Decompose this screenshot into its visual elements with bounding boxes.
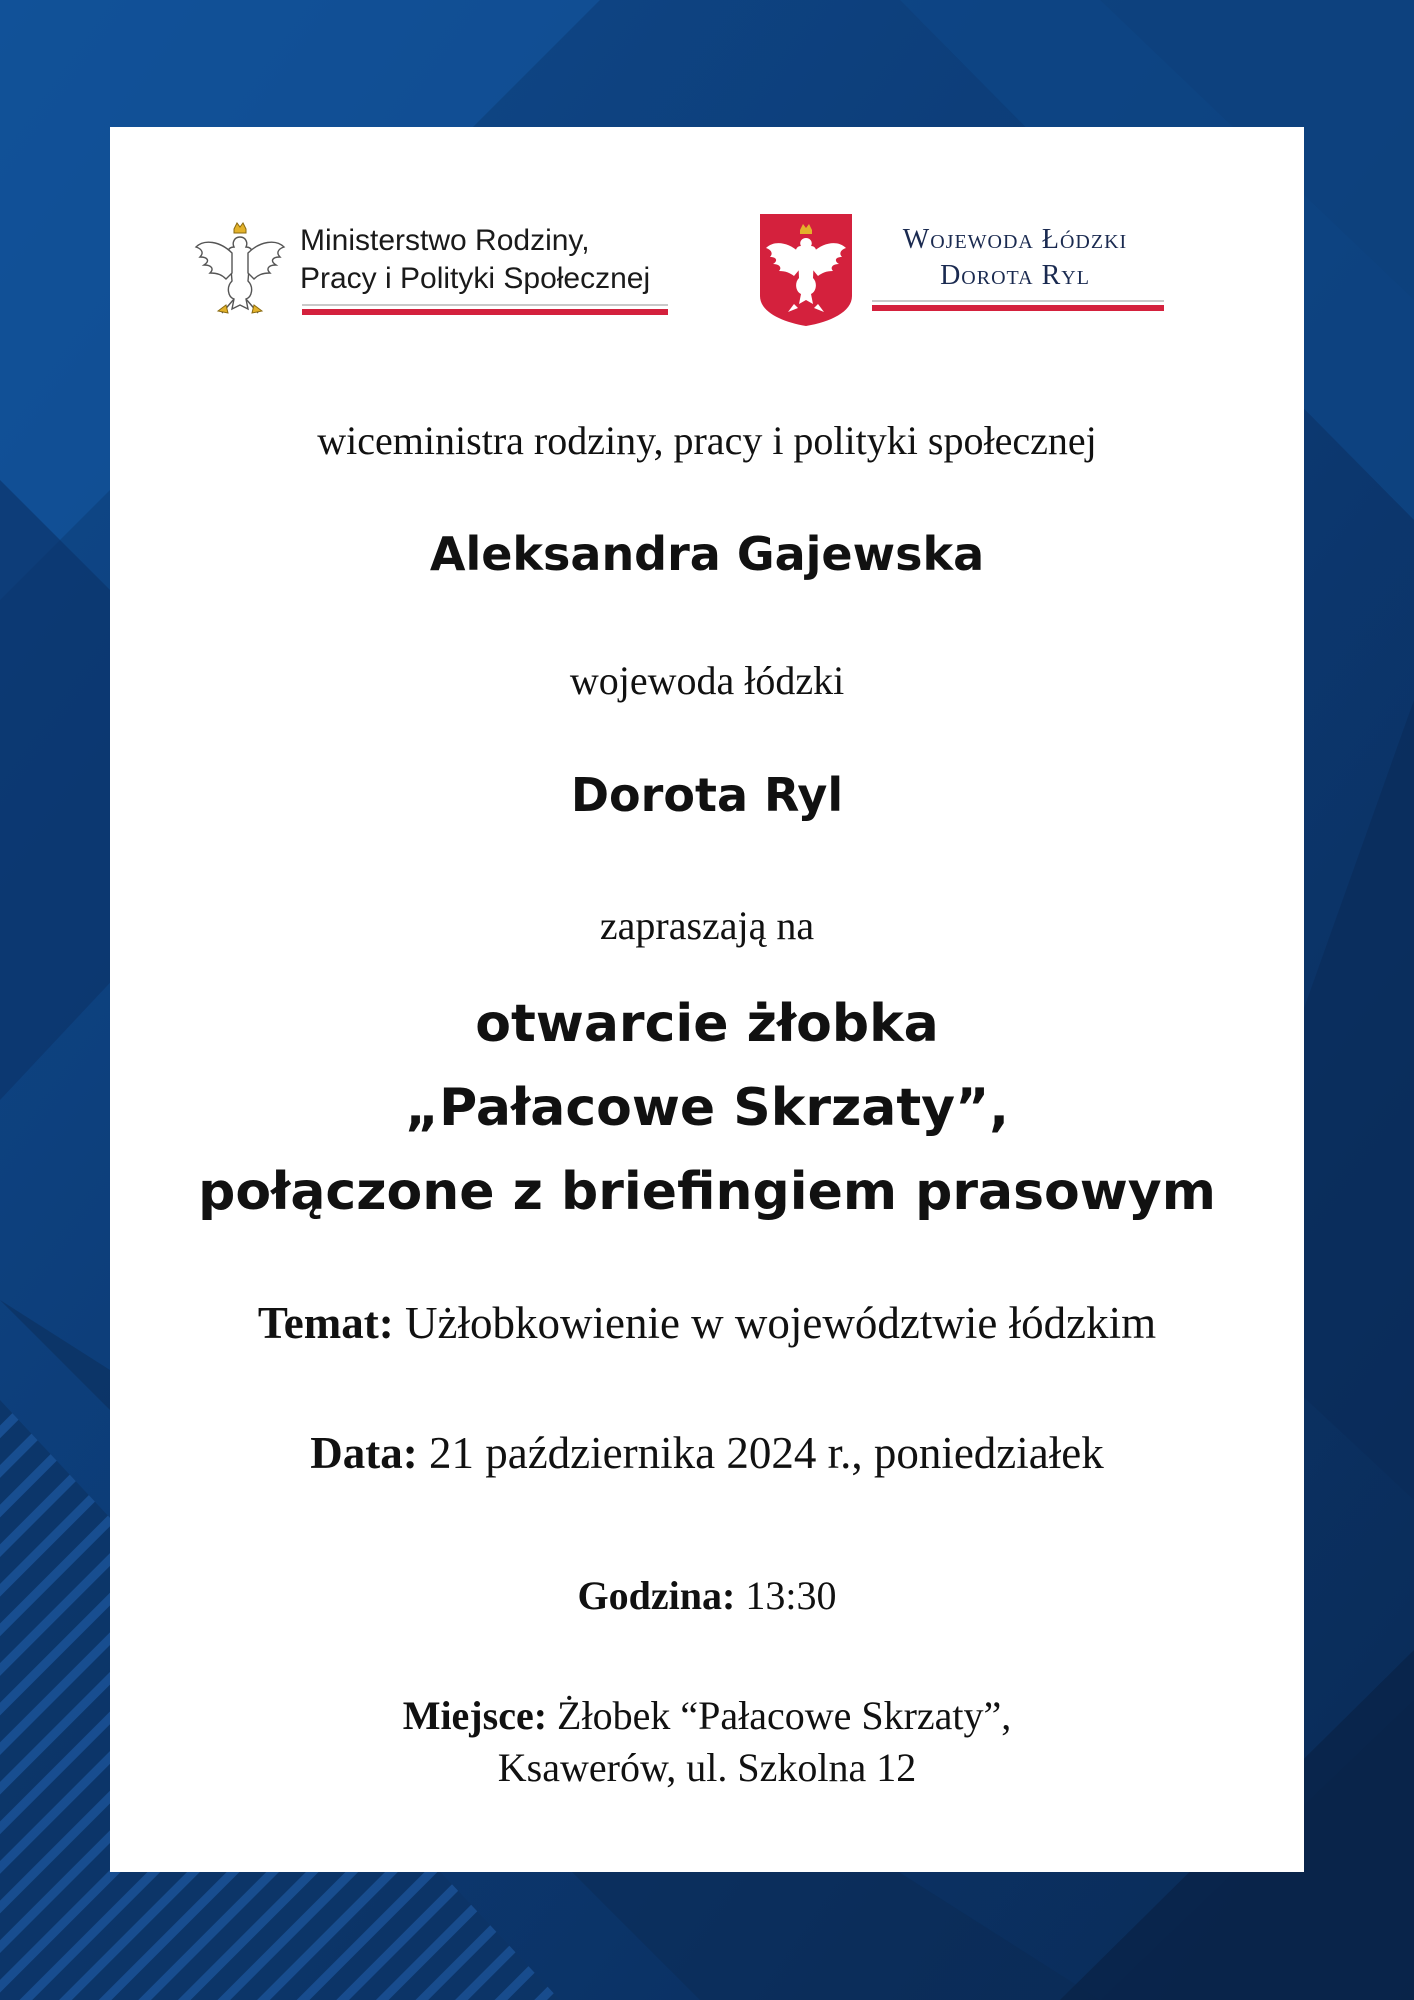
place-block bbox=[110, 1690, 1304, 1794]
time-value: 13:30 bbox=[735, 1573, 837, 1618]
headline bbox=[110, 982, 1304, 1234]
voivode-name-line1: Wojewoda Łódzki bbox=[902, 224, 1128, 255]
topic-label: Temat: bbox=[257, 1298, 394, 1348]
place-address: Ksawerów, ul. Szkolna 12 bbox=[497, 1745, 917, 1790]
name-aleksandra-gajewska: Aleksandra Gajewska bbox=[429, 527, 985, 581]
ministry-name bbox=[300, 222, 650, 298]
headline-line1: otwarcie żłobka bbox=[475, 994, 939, 1054]
ministry-divider-gray bbox=[302, 304, 668, 306]
name-dorota-ryl: Dorota Ryl bbox=[570, 768, 844, 822]
voivode-logo bbox=[758, 212, 1188, 332]
date-row bbox=[110, 1427, 1304, 1479]
role-voivode: wojewoda łódzki bbox=[569, 658, 845, 703]
headline-line2: „Pałacowe Skrzaty”, bbox=[404, 1078, 1010, 1138]
date-label: Data: bbox=[310, 1428, 418, 1478]
place-label: Miejsce: bbox=[402, 1693, 548, 1738]
polish-coat-of-arms-icon bbox=[758, 212, 854, 328]
ministry-name-line1: Ministerstwo Rodziny, bbox=[300, 224, 590, 257]
place-row bbox=[110, 1690, 1304, 1742]
voivode-divider-gray bbox=[872, 300, 1164, 302]
role-vice-minister: wiceministra rodziny, pracy i polityki społecznej bbox=[317, 418, 1097, 463]
date-value: 21 października 2024 r., poniedziałek bbox=[417, 1428, 1104, 1478]
ministry-divider-red bbox=[302, 309, 668, 315]
voivode-divider-red bbox=[872, 305, 1164, 311]
ministry-name-line2: Pracy i Polityki Społecznej bbox=[300, 262, 651, 295]
topic-value: Użłobkowienie w województwie łódzkim bbox=[393, 1298, 1157, 1348]
invitation-card bbox=[110, 127, 1304, 1872]
voivode-name bbox=[866, 222, 1164, 294]
polish-eagle-icon bbox=[192, 217, 288, 323]
voivode-name-line2: Dorota Ryl bbox=[940, 260, 1090, 291]
place-value: Żłobek “Pałacowe Skrzaty”, bbox=[547, 1693, 1012, 1738]
headline-line3: połączone z briefingiem prasowym bbox=[198, 1162, 1216, 1222]
topic-row bbox=[110, 1297, 1304, 1349]
ministry-logo bbox=[192, 212, 672, 332]
time-row bbox=[110, 1572, 1304, 1619]
invite-text: zapraszają na bbox=[599, 903, 815, 948]
time-label: Godzina: bbox=[577, 1573, 736, 1618]
logo-bar bbox=[110, 212, 1304, 332]
